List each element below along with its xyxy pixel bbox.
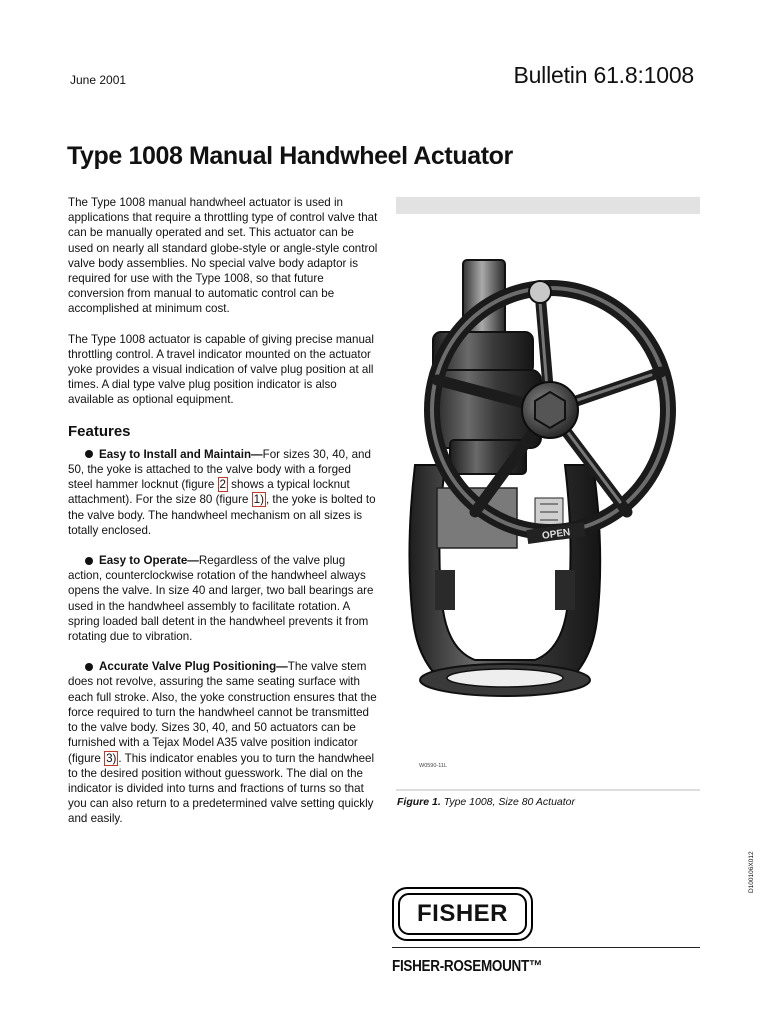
feature-title: Accurate Valve Plug Positioning— [99, 660, 288, 674]
figure-caption: Figure 1. Type 1008, Size 80 Actuator [397, 796, 576, 808]
figure-header-bar [396, 197, 700, 214]
bulletin-number: Bulletin 61.8:1008 [513, 62, 694, 88]
fisher-logo [392, 887, 533, 941]
feature-title: Easy to Operate— [99, 554, 199, 568]
figure-link[interactable]: 1) [253, 493, 264, 507]
figure-link[interactable]: 3) [106, 751, 117, 765]
feature-title: Easy to Install and Maintain— [99, 447, 263, 461]
figure-rule [396, 789, 700, 791]
actuator-illustration [395, 250, 695, 720]
logo-divider [392, 947, 700, 948]
bullet-icon [85, 663, 93, 671]
feature-positioning: Accurate Valve Plug Positioning—The valve stem does not revolve, assuring the same seating surface with each full stroke. Also, the yoke construction ensures that the force required to turn the handwheel cannot be transmitted to the valve body. Sizes 30, 40, and 50 actuators can be furnished with a Tejax Model A35 valve position indicator (figure 3) . This indicator enables you to turn the handwheel to the desired position without guesswork. The dial on the indicator is divided into turns and fractions of turns so that you can also return to a predetermined valve setting quickly and easily. [68, 660, 377, 826]
open-direction-label: OPEN [541, 527, 572, 542]
figure-link[interactable]: 2 [219, 478, 226, 492]
bullet-icon [85, 557, 93, 565]
feature-operate: Easy to Operate—Regardless of the valve plug action, counterclockwise rotation of the handwheel always opens the valve. In size 40 and larger, two ball bearings are used in the handwheel assembly to facilitate rotation. A spring loaded ball detent in the handwheel prevents it from rotating due to vibration. [68, 554, 374, 644]
page-title: Type 1008 Manual Handwheel Actuator [67, 142, 513, 170]
body-column [68, 195, 378, 842]
intro-paragraph-2: The Type 1008 actuator is capable of giving precise manual throttling control. A travel indicator mounted on the actuator yoke provides a visual indication of valve plug position at all times. A dial type valve plug position indicator is also available as optional equipment. [68, 332, 374, 407]
fisher-logo-text: FISHER [416, 900, 508, 927]
intro-paragraph-1: The Type 1008 manual handwheel actuator is used in applications that require a throttling type of control valve that can be manually operated and set. This actuator can be used on nearly all standard globe-style or angle-style control valve body assemblies. No special valve body adaptor is required for use with the Type 1008, so that future conversion from manual to automatic control can be accomplished at minimum cost. [68, 196, 378, 316]
document-code: D100106X012 [748, 851, 755, 893]
bullet-icon [85, 450, 93, 458]
feature-install: Easy to Install and Maintain—For sizes 30, 40, and 50, the yoke is attached to the valve body with a forged steel hammer locknut (figure 2 shows a typical locknut attachment). For the size 80 (figure 1) , the yoke is bolted to the valve body. The handwheel mechanism on all sizes is totally enclosed. [68, 447, 376, 537]
art-code: W0590-11L [419, 763, 448, 769]
publication-date: June 2001 [70, 73, 127, 87]
rosemount-logo: FISHER-ROSEMOUNT™ [392, 957, 543, 975]
features-heading: Features [68, 422, 131, 440]
